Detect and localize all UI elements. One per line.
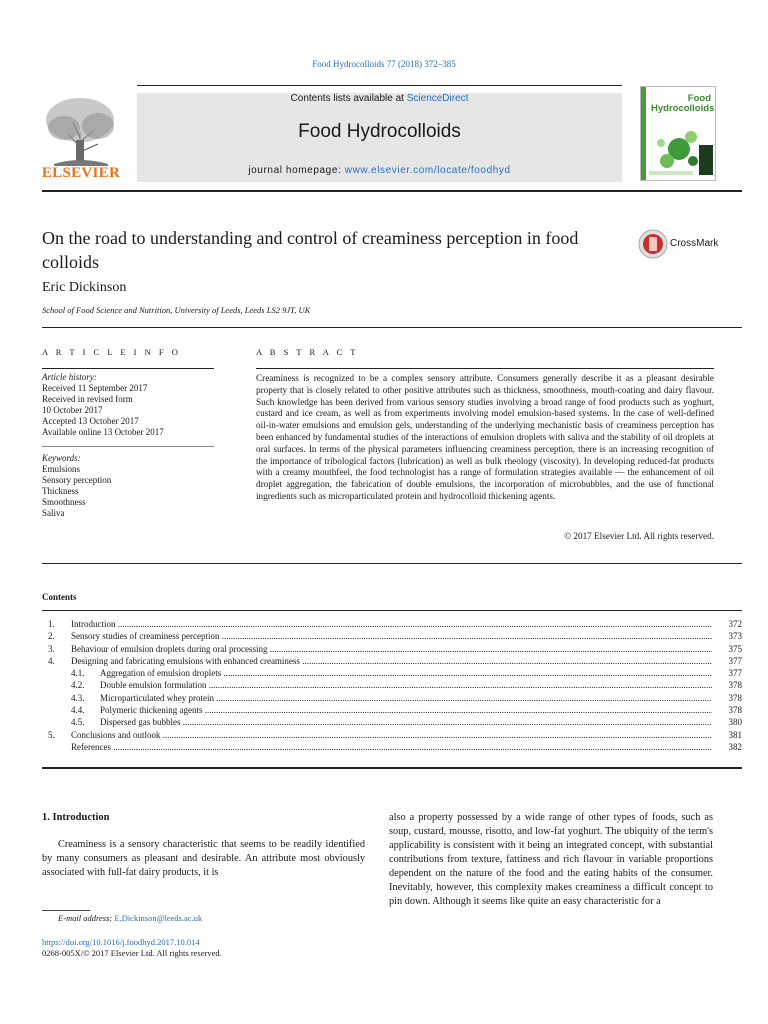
toc-entry[interactable] bbox=[42, 630, 742, 642]
header-bottom-rule bbox=[42, 190, 742, 192]
crossmark-label[interactable]: CrossMark bbox=[670, 238, 719, 249]
toc-title: Dispersed gas bubbles ..... bbox=[100, 716, 712, 728]
journal-citation[interactable]: Food Hydrocolloids 77 (2018) 372–385 bbox=[312, 59, 456, 69]
toc-page: 373 bbox=[712, 630, 742, 642]
table-of-contents bbox=[42, 618, 742, 753]
toc-number: 4. bbox=[48, 655, 55, 666]
toc-page: 378 bbox=[712, 692, 742, 704]
toc-number: 4.4. bbox=[71, 705, 85, 716]
toc-entry[interactable] bbox=[42, 729, 742, 741]
author-affiliation: School of Food Science and Nutrition, University of Leeds, Leeds LS2 9JT, UK bbox=[42, 305, 311, 315]
journal-cover-thumbnail[interactable] bbox=[640, 86, 716, 181]
toc-page: 382 bbox=[712, 741, 742, 753]
toc-page: 377 bbox=[712, 655, 742, 667]
toc-number: 5. bbox=[48, 729, 55, 740]
keyword: Sensory perception bbox=[42, 475, 112, 485]
abstract-text: Creaminess is recognized to be a complex sensory attribute. Consumers generally describe it as a pleasant desirable property that is closely related to other positive attributes such as thickness, smoothness, mouth-coating and dairy flavour. Such knowledge has been derived from various sensory studies involving a broad range of food products such as yoghurt, custard and ice cream, as well as from experiments involving model emulsion-based systems. In the case of well-defined oil-in-water emulsions and emulsion gels, understanding of the underlying mechanistic basis of creaminess perception has been enhanced by fundamental studies of the interactions of emulsion droplets with saliva and the stability of oil droplets at oral surfaces. In terms of the physical parameters influencing creaminess perception, there is an increasing recognition of the importance of tribological factors (lubrication) as well as bulk rheology (viscosity). In developing reduced-fat products with a creamy mouthfeel, the food technologist has a range of formulation strategies available — the enhancement of oil droplet aggregation, the fabrication of double emulsions, the incorporation of microbubbles, and the use of functional ingredients such as microparticulated protein and hydrocolloid thickening agents. bbox=[256, 373, 714, 501]
history-item: Available online 13 October 2017 bbox=[42, 427, 164, 437]
footnote-rule bbox=[42, 910, 90, 911]
journal-homepage-line: journal homepage: www.elsevier.com/locate/foodhyd bbox=[248, 165, 511, 176]
crossmark-icon[interactable] bbox=[638, 229, 668, 259]
toc-page: 381 bbox=[712, 729, 742, 741]
toc-page: 377 bbox=[712, 667, 742, 679]
introduction-text-right: also a property possessed by a wide range of other types of foods, such as soup, custard, mousse, risotto, and low-fat yoghurt. The ubiquity of the term's applicability is consistent with it being an integrated concept, with substantial contributions from texture, fattiness and rich flavour in variable proportions dependent on the nature of the food and the eating habits of the consumer. Inevitably, however, this complexity makes creaminess a difficult concept to pin down. Although it seems like quite an easy characteristic for a bbox=[389, 812, 713, 907]
article-history-label: Article history: bbox=[42, 372, 97, 382]
toc-entry[interactable] bbox=[42, 643, 742, 655]
email-label: E-mail address: bbox=[58, 913, 113, 923]
toc-entry[interactable] bbox=[42, 741, 742, 753]
toc-subentry[interactable] bbox=[42, 716, 742, 728]
toc-page: 380 bbox=[712, 716, 742, 728]
header-top-rule bbox=[137, 85, 622, 86]
contents-top-rule bbox=[42, 610, 742, 611]
toc-title: Double emulsion formulation ..... bbox=[100, 679, 712, 691]
sciencedirect-link[interactable]: ScienceDirect bbox=[406, 93, 469, 104]
toc-subentry[interactable] bbox=[42, 679, 742, 691]
toc-page: 375 bbox=[712, 643, 742, 655]
toc-title: Behaviour of emulsion droplets during oral processing ..... bbox=[71, 643, 712, 655]
contents-heading: Contents bbox=[42, 592, 77, 602]
toc-entry[interactable] bbox=[42, 618, 742, 630]
article-info-rule bbox=[42, 368, 214, 369]
toc-page: 378 bbox=[712, 679, 742, 691]
toc-number: 4.3. bbox=[71, 692, 85, 703]
keywords bbox=[42, 453, 214, 519]
toc-number: 4.2. bbox=[71, 680, 85, 691]
history-item: Received 11 September 2017 bbox=[42, 383, 148, 393]
toc-number: 4.1. bbox=[71, 668, 85, 679]
introduction-heading: 1. Introduction bbox=[42, 812, 110, 823]
abstract-copyright: © 2017 Elsevier Ltd. All rights reserved. bbox=[564, 531, 714, 541]
toc-title: References ..... bbox=[71, 741, 712, 753]
toc-number: 2. bbox=[48, 631, 55, 642]
journal-homepage-link[interactable]: www.elsevier.com/locate/foodhyd bbox=[344, 165, 511, 176]
toc-title: Designing and fabricating emulsions with enhanced creaminess ..... bbox=[71, 655, 712, 667]
keyword: Thickness bbox=[42, 486, 79, 496]
contents-available-line: Contents lists available at ScienceDirect bbox=[290, 93, 469, 104]
author-email-line bbox=[58, 913, 202, 923]
toc-title: Sensory studies of creaminess perception ..... bbox=[71, 630, 712, 642]
keyword: Emulsions bbox=[42, 464, 81, 474]
abstract-heading: A B S T R A C T bbox=[256, 347, 359, 357]
toc-title: Aggregation of emulsion droplets ..... bbox=[100, 667, 712, 679]
contents-bottom-rule bbox=[42, 767, 742, 769]
keyword: Smoothness bbox=[42, 497, 86, 507]
title-block-rule bbox=[42, 327, 742, 328]
article-title: On the road to understanding and control of creaminess perception in food colloids bbox=[42, 228, 579, 272]
keywords-rule bbox=[42, 446, 214, 447]
author-name: Eric Dickinson bbox=[42, 280, 127, 295]
toc-entry[interactable] bbox=[42, 655, 742, 667]
keyword: Saliva bbox=[42, 508, 65, 518]
cover-graphic-icon bbox=[641, 87, 715, 180]
toc-page: 372 bbox=[712, 618, 742, 630]
history-item: Received in revised form bbox=[42, 394, 133, 404]
journal-title: Food Hydrocolloids bbox=[298, 121, 461, 142]
toc-number: 1. bbox=[48, 619, 55, 629]
abstract-bottom-rule bbox=[42, 563, 742, 564]
toc-title: Microparticulated whey protein ..... bbox=[100, 692, 712, 704]
history-item: 10 October 2017 bbox=[42, 405, 103, 415]
toc-number: 4.5. bbox=[71, 717, 85, 728]
toc-subentry[interactable] bbox=[42, 667, 742, 679]
abstract-rule bbox=[256, 368, 714, 369]
keywords-label: Keywords: bbox=[42, 453, 81, 463]
toc-title: Conclusions and outlook ..... bbox=[71, 729, 712, 741]
article-history bbox=[42, 372, 214, 438]
doi-link[interactable]: https://doi.org/10.1016/j.foodhyd.2017.10.014 bbox=[42, 937, 200, 947]
toc-title: Polymeric thickening agents ..... bbox=[100, 704, 712, 716]
toc-subentry[interactable] bbox=[42, 692, 742, 704]
article-info-heading: A R T I C L E I N F O bbox=[42, 347, 181, 357]
toc-title: Introduction ..... bbox=[71, 618, 712, 630]
elsevier-wordmark: ELSEVIER bbox=[41, 165, 121, 181]
introduction-text-left: Creaminess is a sensory characteristic that seems to be readily identified by many consumers as pleasant and desirable. An attribute most obviously associated with full-fat dairy products, it is bbox=[42, 839, 365, 878]
history-item: Accepted 13 October 2017 bbox=[42, 416, 139, 426]
toc-page: 378 bbox=[712, 704, 742, 716]
issn-copyright: 0268-005X/© 2017 Elsevier Ltd. All rights reserved. bbox=[42, 948, 222, 958]
cover-title: Food Hydrocolloids bbox=[651, 93, 715, 114]
author-email-link[interactable]: E.Dickinson@leeds.ac.uk bbox=[114, 913, 203, 923]
toc-subentry[interactable] bbox=[42, 704, 742, 716]
toc-number: 3. bbox=[48, 643, 55, 654]
